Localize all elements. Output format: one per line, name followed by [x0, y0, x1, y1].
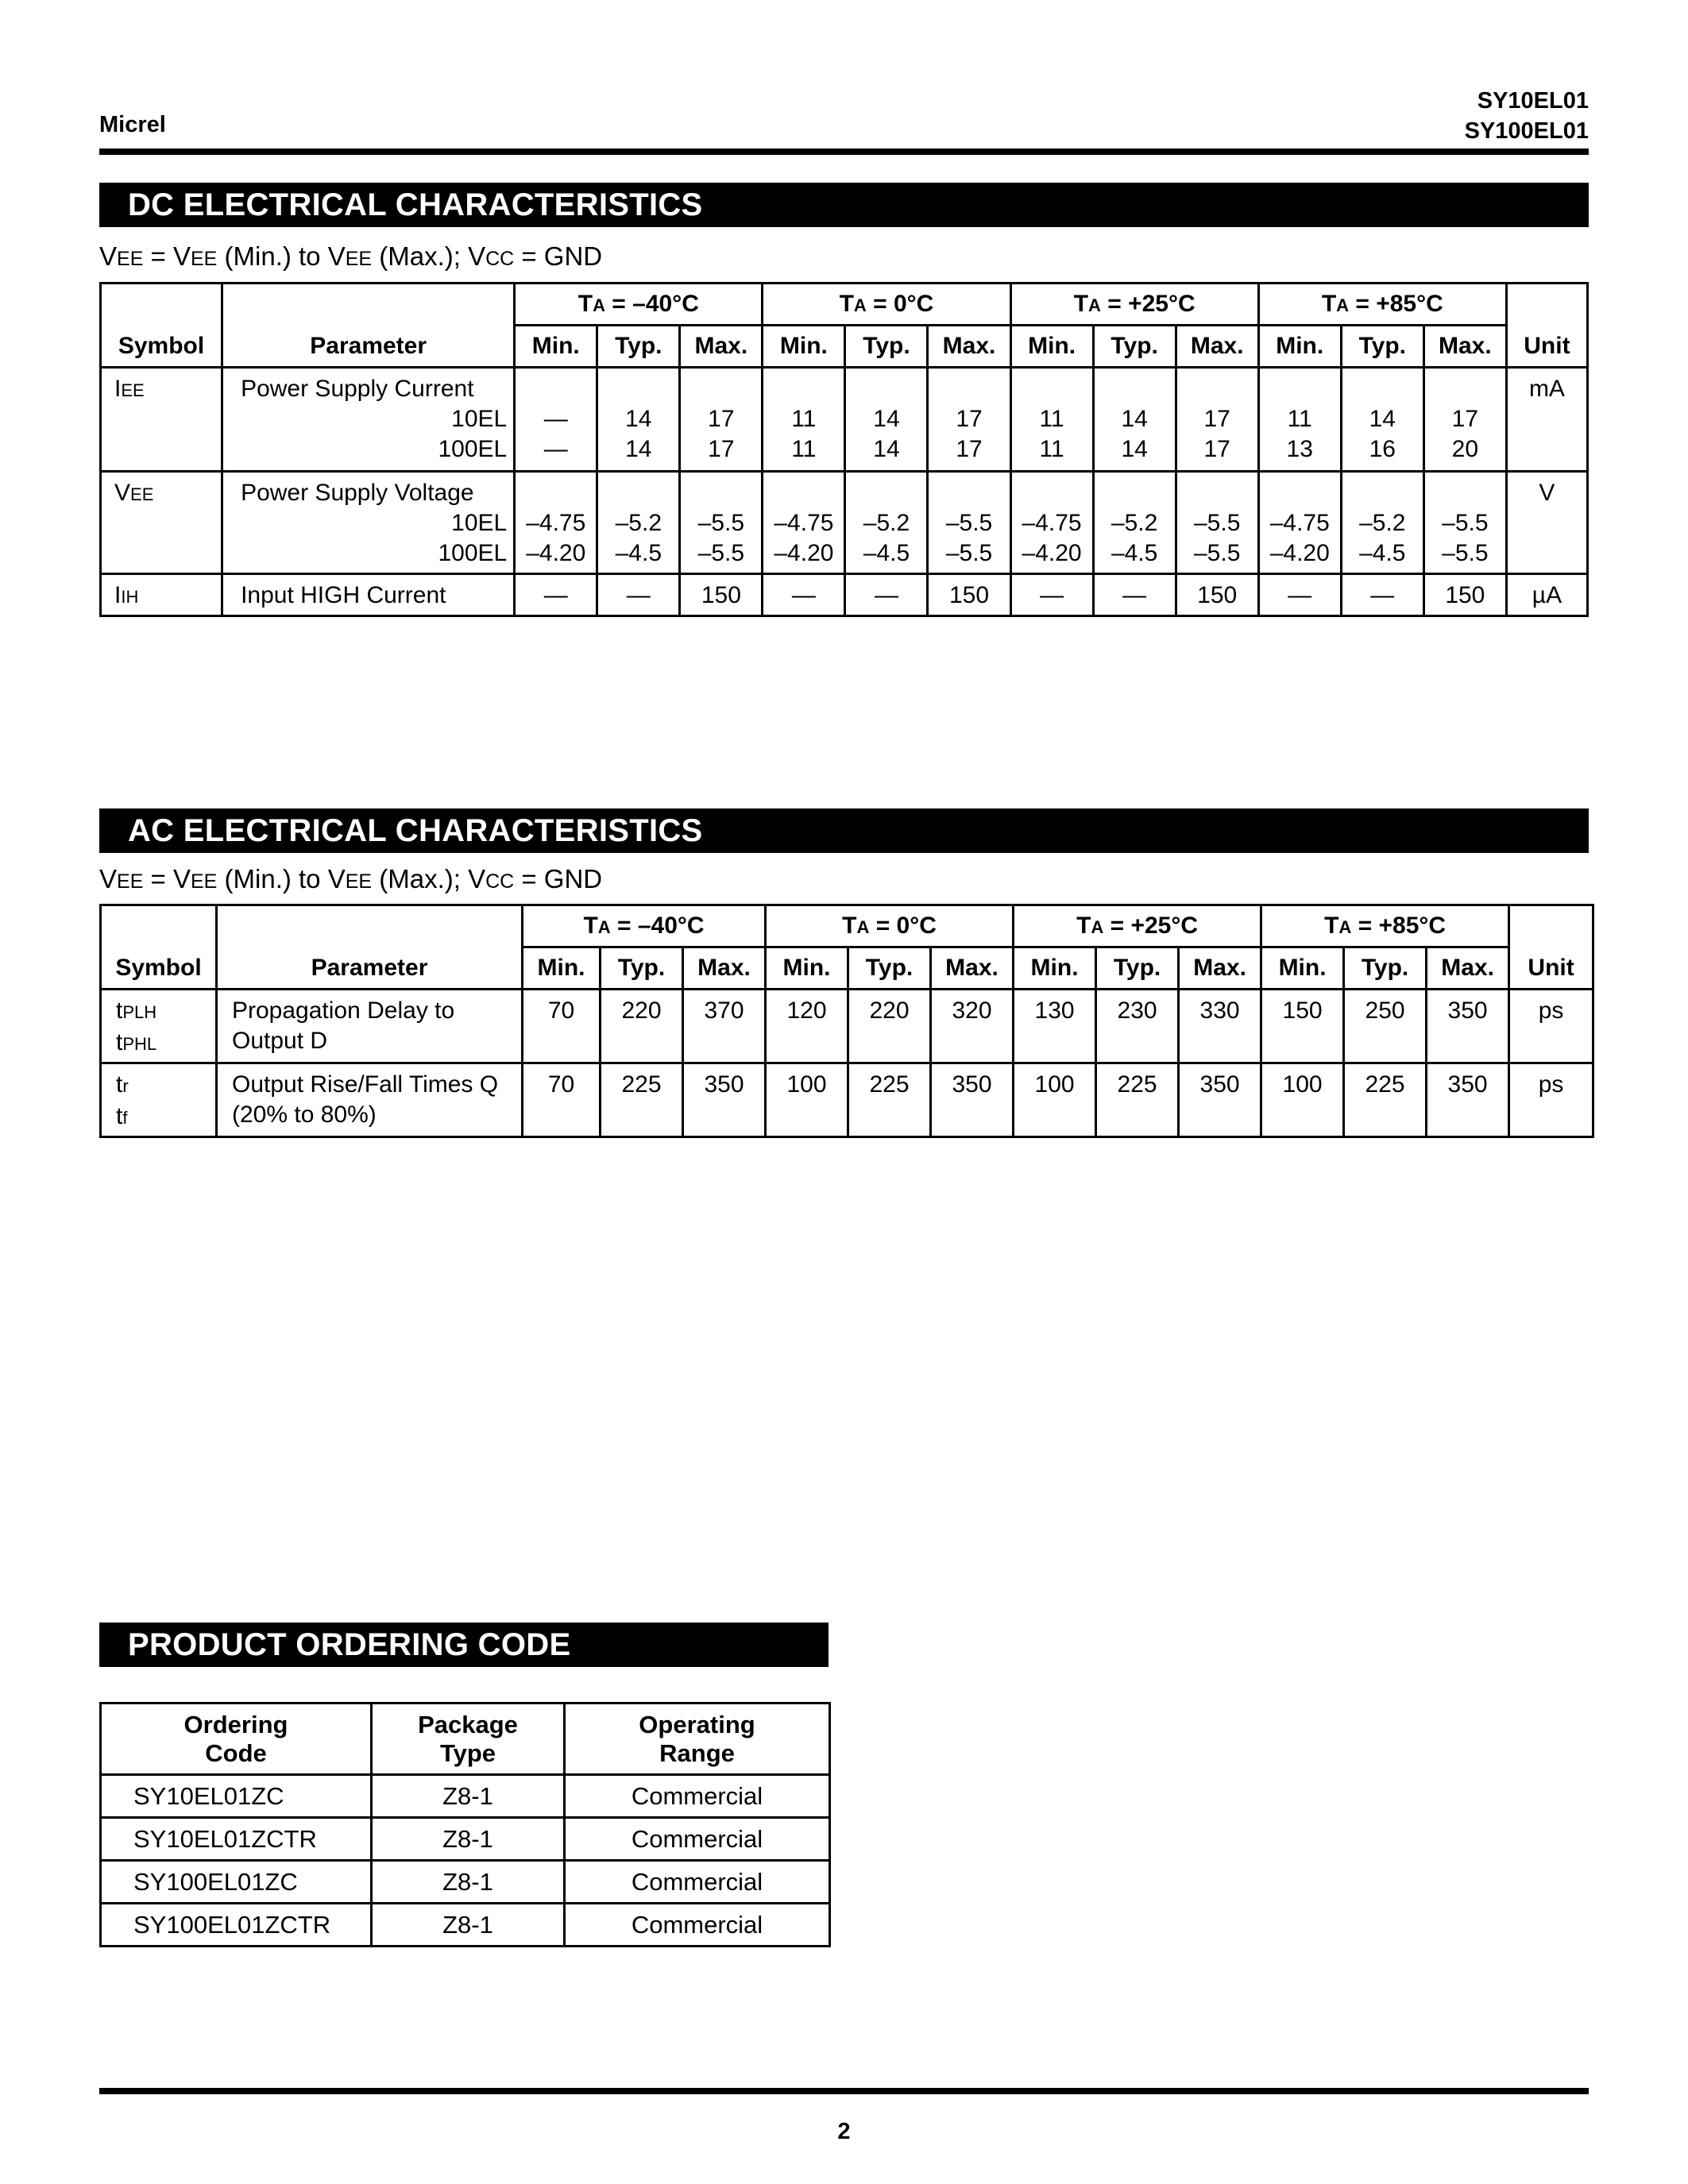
table-row — [101, 1904, 830, 1947]
part-number-1: SY10EL01 — [1477, 88, 1589, 114]
ac-col-unit: Unit — [1509, 905, 1593, 990]
dc-typ: Typ. — [1341, 326, 1423, 368]
dc-min: Min. — [1010, 326, 1093, 368]
ac-col-symbol: Symbol — [101, 905, 217, 990]
iee-cell: 17 17 — [928, 368, 1010, 472]
tpd-cell: 150 — [1261, 990, 1344, 1063]
page-number: 2 — [837, 2119, 851, 2144]
tpd-cell: 230 — [1096, 990, 1179, 1063]
iih-cell: — — [1258, 574, 1341, 616]
iee-cell: 14 16 — [1341, 368, 1423, 472]
iee-cell: — — — [515, 368, 597, 472]
unit-vee: V — [1506, 472, 1587, 574]
package-type: Z8-1 — [372, 1775, 565, 1818]
trf-cell: 350 — [683, 1063, 766, 1137]
dc-section-title: DC ELECTRICAL CHARACTERISTICS — [99, 183, 1589, 227]
vee-cell: –4.75 –4.20 — [515, 472, 597, 574]
part-numbers — [1465, 86, 1589, 146]
vee-cell: –5.2 –4.5 — [845, 472, 928, 574]
package-type: Z8-1 — [372, 1818, 565, 1861]
symbol-vee: VEE — [101, 472, 222, 574]
operating-range: Commercial — [565, 1904, 830, 1947]
tpd-cell: 350 — [1427, 990, 1509, 1063]
dc-max: Max. — [680, 326, 763, 368]
iee-cell: 11 11 — [763, 368, 845, 472]
tpd-cell: 220 — [601, 990, 683, 1063]
symbol-trf: tr tf — [101, 1063, 217, 1137]
table-row — [101, 1775, 830, 1818]
trf-cell: 100 — [1261, 1063, 1344, 1137]
iee-cell: 14 14 — [1093, 368, 1176, 472]
ac-max: Max. — [1427, 947, 1509, 990]
ac-row-trf — [101, 1063, 1593, 1137]
iih-cell: — — [845, 574, 928, 616]
vee-cell: –5.5 –5.5 — [1176, 472, 1258, 574]
iee-cell: 17 17 — [1176, 368, 1258, 472]
trf-cell: 70 — [523, 1063, 601, 1137]
dc-max: Max. — [1423, 326, 1506, 368]
dc-temp-25: TA = +25°C — [1010, 284, 1258, 326]
trf-cell: 225 — [1096, 1063, 1179, 1137]
ac-temp-m40: TA = –40°C — [523, 905, 766, 947]
iih-cell: 150 — [928, 574, 1010, 616]
dc-max: Max. — [928, 326, 1010, 368]
ordering-header-row — [101, 1704, 830, 1775]
ac-typ: Typ. — [601, 947, 683, 990]
package-type: Z8-1 — [372, 1861, 565, 1904]
ac-header-row-1 — [101, 905, 1593, 947]
ac-max: Max. — [683, 947, 766, 990]
ac-conditions: VEE = VEE (Min.) to VEE (Max.); VCC = GND — [99, 864, 603, 893]
dc-typ: Typ. — [845, 326, 928, 368]
trf-cell: 350 — [1427, 1063, 1509, 1137]
tpd-cell: 130 — [1014, 990, 1096, 1063]
dc-temp-0: TA = 0°C — [763, 284, 1010, 326]
trf-cell: 350 — [931, 1063, 1014, 1137]
header-rule — [99, 149, 1589, 155]
dc-col-unit: Unit — [1506, 284, 1587, 368]
ac-min: Min. — [1261, 947, 1344, 990]
col-operating-range: Operating Range — [565, 1704, 830, 1775]
ac-col-parameter: Parameter — [217, 905, 523, 990]
ordering-code: SY10EL01ZCTR — [101, 1818, 372, 1861]
tpd-cell: 250 — [1344, 990, 1427, 1063]
param-vee: Power Supply Voltage 10EL 100EL — [222, 472, 515, 574]
iih-cell: 150 — [1176, 574, 1258, 616]
table-row — [101, 1861, 830, 1904]
ac-typ: Typ. — [1344, 947, 1427, 990]
iih-cell: 150 — [680, 574, 763, 616]
trf-cell: 225 — [848, 1063, 931, 1137]
dc-col-parameter: Parameter — [222, 284, 515, 368]
dc-characteristics-table — [99, 282, 1589, 617]
unit-tpd: ps — [1509, 990, 1593, 1063]
ac-temp-25: TA = +25°C — [1014, 905, 1261, 947]
tpd-cell: 120 — [766, 990, 848, 1063]
tpd-cell: 370 — [683, 990, 766, 1063]
param-iih: Input HIGH Current — [222, 574, 515, 616]
tpd-cell: 70 — [523, 990, 601, 1063]
unit-iee: mA — [1506, 368, 1587, 472]
iih-cell: 150 — [1423, 574, 1506, 616]
tpd-cell: 320 — [931, 990, 1014, 1063]
col-ordering-code: Ordering Code — [101, 1704, 372, 1775]
vee-cell: –4.75 –4.20 — [1010, 472, 1093, 574]
operating-range: Commercial — [565, 1818, 830, 1861]
iee-cell: 17 17 — [680, 368, 763, 472]
ac-row-tpd — [101, 990, 1593, 1063]
ac-max: Max. — [1179, 947, 1261, 990]
iih-cell: — — [1010, 574, 1093, 616]
vee-cell: –5.2 –4.5 — [1093, 472, 1176, 574]
operating-range: Commercial — [565, 1775, 830, 1818]
iih-cell: — — [763, 574, 845, 616]
iih-cell: — — [1093, 574, 1176, 616]
trf-cell: 225 — [601, 1063, 683, 1137]
vee-cell: –4.75 –4.20 — [763, 472, 845, 574]
ordering-code: SY10EL01ZC — [101, 1775, 372, 1818]
dc-conditions: VEE = VEE (Min.) to VEE (Max.); VCC = GND — [99, 241, 603, 271]
symbol-tpd: tPLH tPHL — [101, 990, 217, 1063]
symbol-iee: IEE — [101, 368, 222, 472]
part-number-2: SY100EL01 — [1464, 118, 1589, 144]
dc-col-symbol: Symbol — [101, 284, 222, 368]
ac-max: Max. — [931, 947, 1014, 990]
param-trf: Output Rise/Fall Times Q (20% to 80%) — [217, 1063, 523, 1137]
vee-cell: –5.2 –4.5 — [1341, 472, 1423, 574]
ac-min: Min. — [523, 947, 601, 990]
tpd-cell: 220 — [848, 990, 931, 1063]
vee-cell: –5.5 –5.5 — [680, 472, 763, 574]
iee-cell: 14 14 — [597, 368, 680, 472]
vee-cell: –4.75 –4.20 — [1258, 472, 1341, 574]
trf-cell: 100 — [766, 1063, 848, 1137]
operating-range: Commercial — [565, 1861, 830, 1904]
dc-min: Min. — [1258, 326, 1341, 368]
dc-row-iee — [101, 368, 1588, 472]
trf-cell: 100 — [1014, 1063, 1096, 1137]
iee-cell: 11 11 — [1010, 368, 1093, 472]
iee-cell: 14 14 — [845, 368, 928, 472]
ac-typ: Typ. — [1096, 947, 1179, 990]
company-name: Micrel — [99, 112, 166, 137]
ac-section-title: AC ELECTRICAL CHARACTERISTICS — [99, 808, 1589, 853]
param-iee: Power Supply Current 10EL 100EL — [222, 368, 515, 472]
vee-cell: –5.2 –4.5 — [597, 472, 680, 574]
dc-max: Max. — [1176, 326, 1258, 368]
ordering-code: SY100EL01ZCTR — [101, 1904, 372, 1947]
unit-iih: µA — [1506, 574, 1587, 616]
dc-temp-85: TA = +85°C — [1258, 284, 1506, 326]
iih-cell: — — [1341, 574, 1423, 616]
ac-min: Min. — [766, 947, 848, 990]
ac-min: Min. — [1014, 947, 1096, 990]
trf-cell: 350 — [1179, 1063, 1261, 1137]
ac-temp-0: TA = 0°C — [766, 905, 1014, 947]
footer-rule — [99, 2088, 1589, 2094]
ac-characteristics-table — [99, 904, 1594, 1138]
dc-typ: Typ. — [597, 326, 680, 368]
dc-min: Min. — [763, 326, 845, 368]
ordering-code-table — [99, 1702, 831, 1947]
trf-cell: 225 — [1344, 1063, 1427, 1137]
iih-cell: — — [515, 574, 597, 616]
iih-cell: — — [597, 574, 680, 616]
dc-temp-m40: TA = –40°C — [515, 284, 763, 326]
vee-cell: –5.5 –5.5 — [928, 472, 1010, 574]
col-package-type: Package Type — [372, 1704, 565, 1775]
ordering-section-title: PRODUCT ORDERING CODE — [99, 1623, 829, 1667]
iee-cell: 17 20 — [1423, 368, 1506, 472]
unit-trf: ps — [1509, 1063, 1593, 1137]
dc-row-iih — [101, 574, 1588, 616]
dc-row-vee — [101, 472, 1588, 574]
iee-cell: 11 13 — [1258, 368, 1341, 472]
ordering-code: SY100EL01ZC — [101, 1861, 372, 1904]
symbol-iih: IIH — [101, 574, 222, 616]
dc-header-row-1 — [101, 284, 1588, 326]
param-tpd: Propagation Delay to Output D — [217, 990, 523, 1063]
table-row — [101, 1818, 830, 1861]
ac-temp-85: TA = +85°C — [1261, 905, 1509, 947]
tpd-cell: 330 — [1179, 990, 1261, 1063]
dc-typ: Typ. — [1093, 326, 1176, 368]
vee-cell: –5.5 –5.5 — [1423, 472, 1506, 574]
dc-min: Min. — [515, 326, 597, 368]
package-type: Z8-1 — [372, 1904, 565, 1947]
ac-typ: Typ. — [848, 947, 931, 990]
